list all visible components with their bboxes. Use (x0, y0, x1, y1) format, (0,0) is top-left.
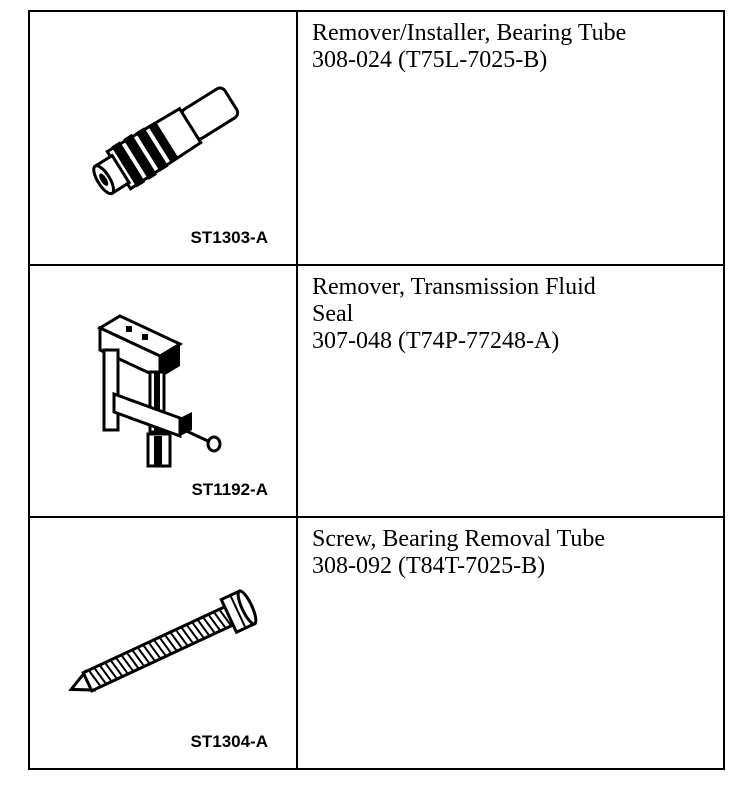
tool-illustration-cell (30, 518, 298, 768)
table-row (30, 518, 723, 768)
table-row (30, 266, 723, 518)
tool-name: Remover/Installer, Bearing Tube (312, 20, 627, 46)
tool-name-line-2: Seal (312, 301, 354, 327)
tool-code: ST1192-A (191, 480, 268, 499)
tool-code: ST1304-A (190, 732, 268, 751)
tool-part-number: 308-092 (T84T-7025-B) (312, 553, 546, 579)
tool-name-line-1: Remover, Transmission Fluid (312, 274, 596, 300)
tool-part-number: 307-048 (T74P-77248-A) (312, 328, 560, 354)
tool-description-cell (300, 12, 723, 264)
screw-tool-icon (30, 518, 298, 768)
special-tools-table (28, 10, 725, 770)
tool-illustration-cell (30, 266, 298, 516)
tool-description-cell (300, 266, 723, 516)
tool-name: Screw, Bearing Removal Tube (312, 526, 606, 552)
tool-description-cell (300, 518, 723, 768)
tool-code: ST1303-A (190, 228, 268, 247)
tool-illustration-cell (30, 12, 298, 264)
tool-part-number: 308-024 (T75L-7025-B) (312, 47, 548, 73)
table-row (30, 12, 723, 266)
